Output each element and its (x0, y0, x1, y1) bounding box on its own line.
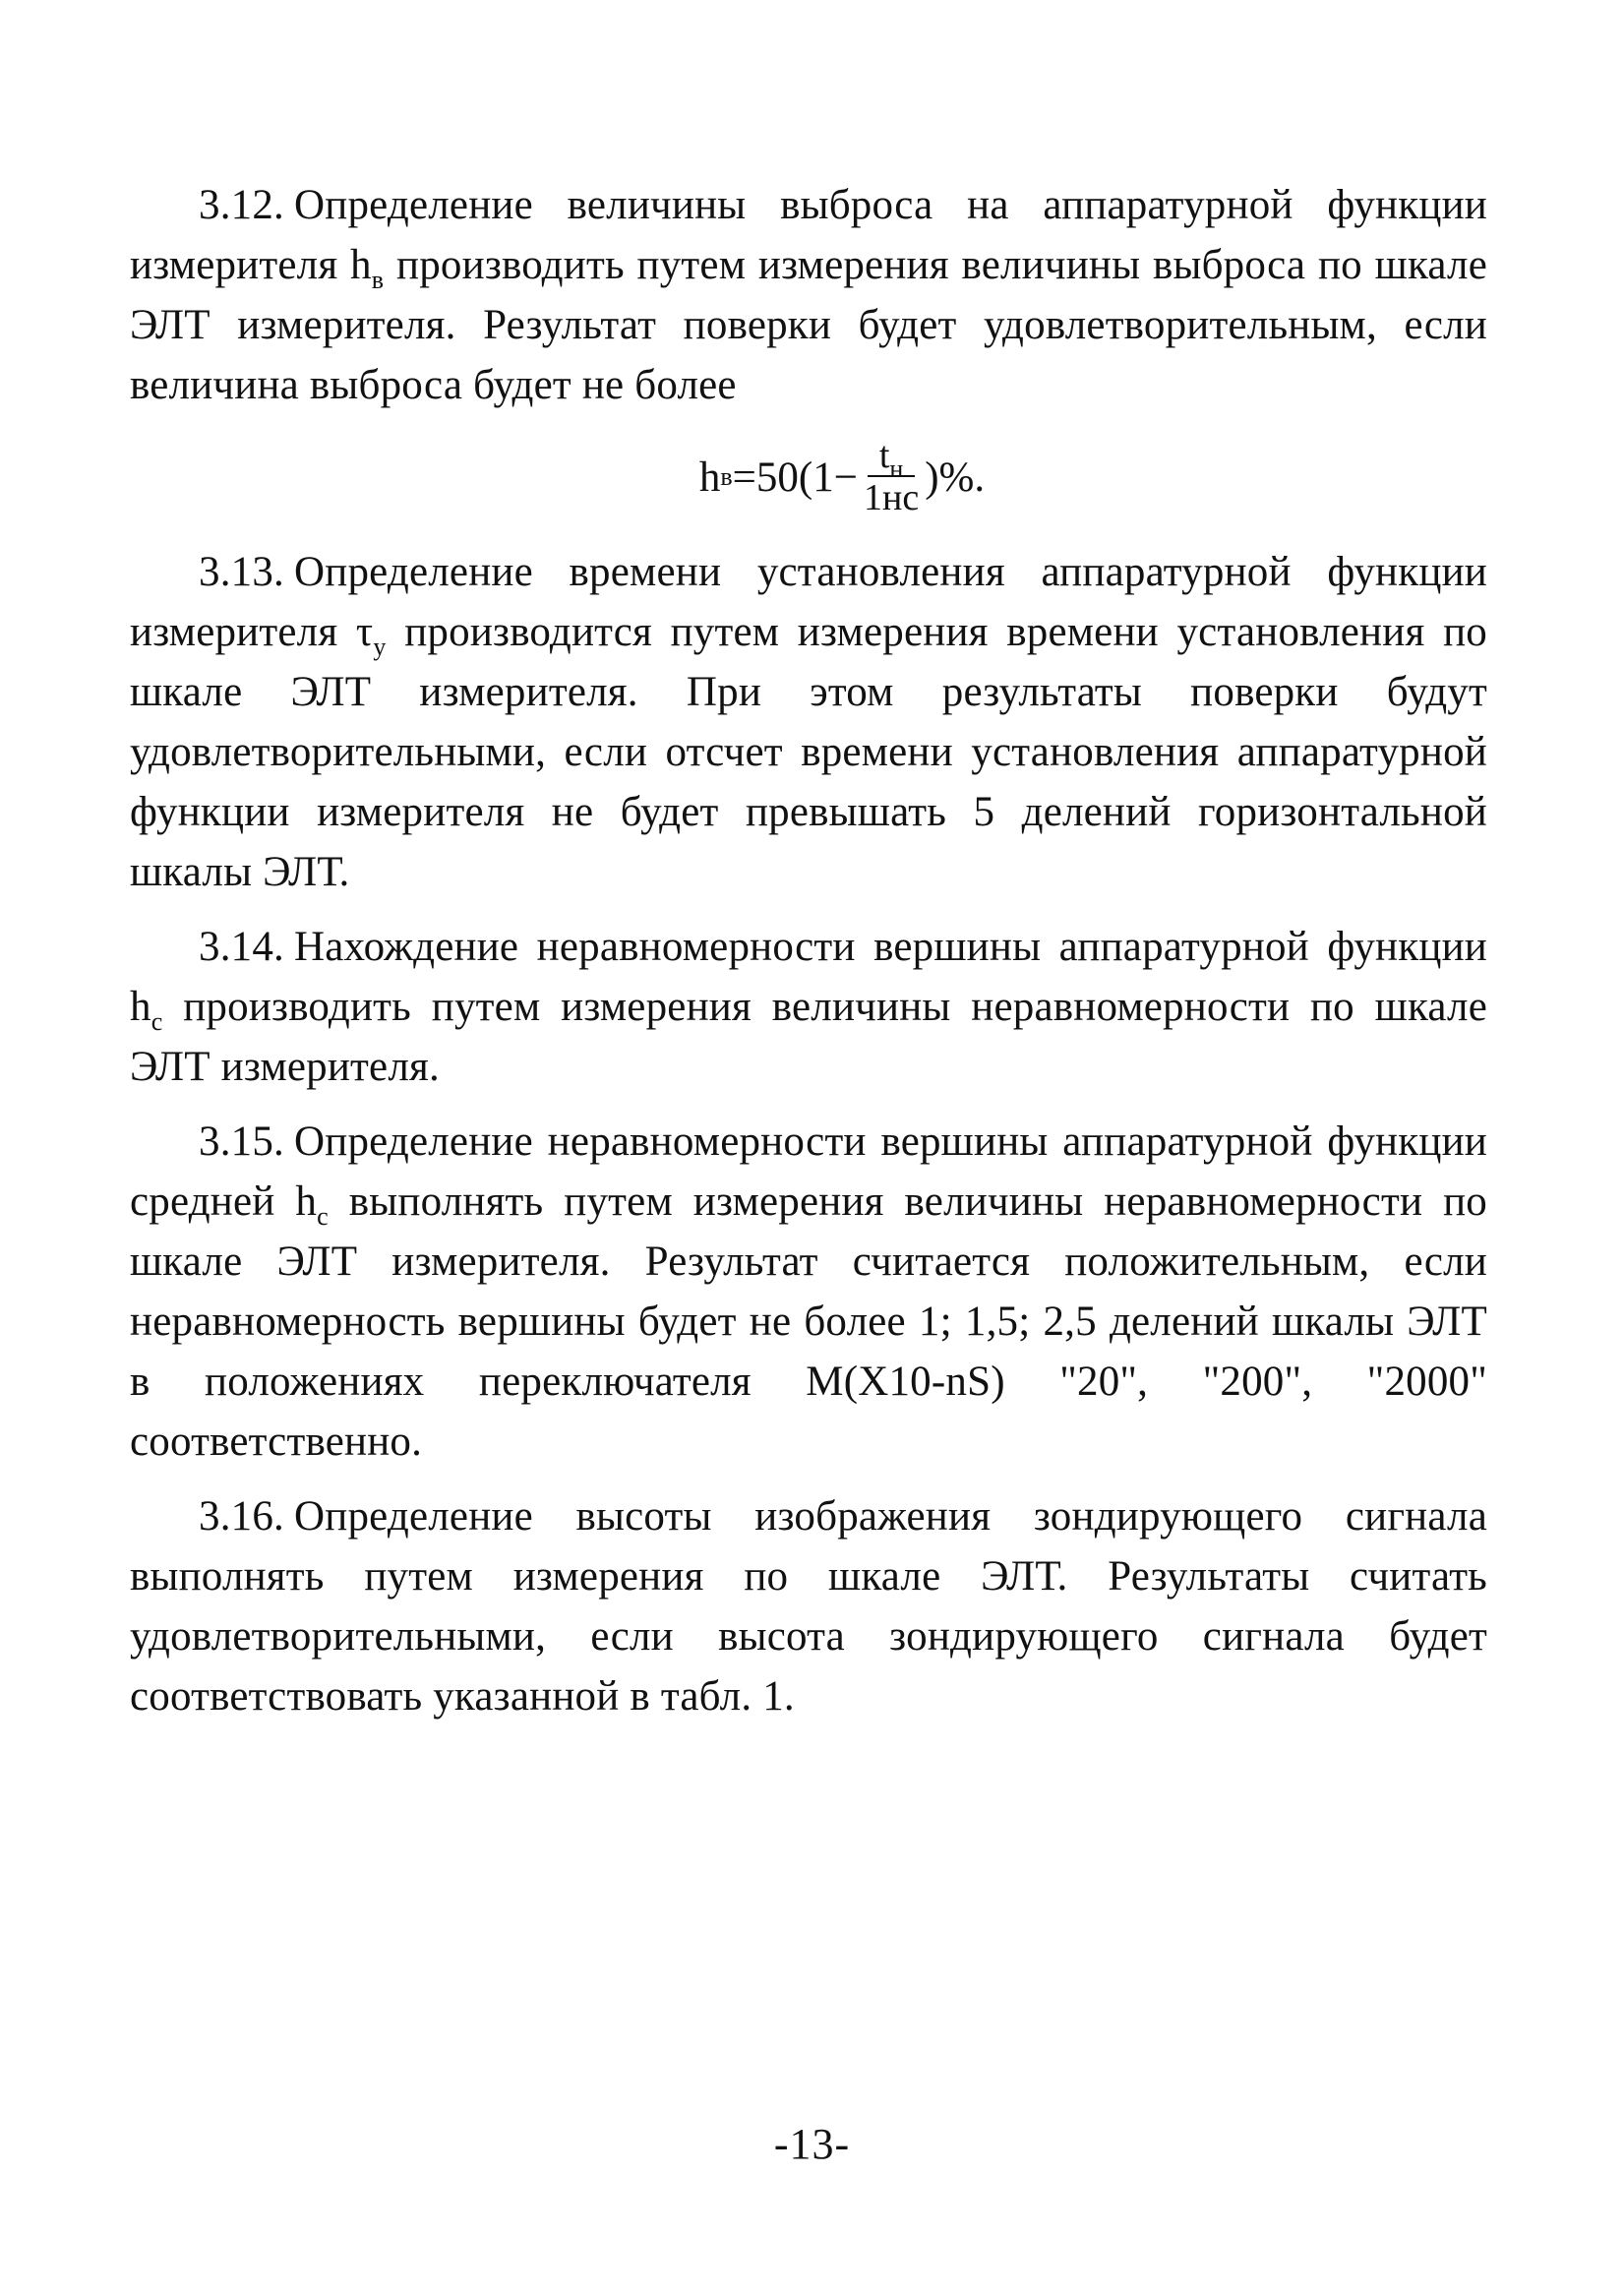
subscript: c (317, 1202, 329, 1231)
paragraph-text: Определение величины выброса на аппаратурной функции измерителя h (130, 182, 1487, 288)
paragraph-number: 3.13. (199, 549, 284, 595)
paragraph-text: производить путем измерения величины выброса по шкале ЭЛТ измерителя. Результат поверки будет удовлетворительным, если величина выброса будет не более (130, 242, 1487, 408)
page-number: -13- (773, 2120, 851, 2168)
paragraph-3-13 (130, 542, 1487, 902)
paragraph-number: 3.12. (199, 182, 284, 228)
fraction-denominator: 1нс (864, 477, 920, 518)
subscript: у (373, 633, 387, 661)
fraction-numerator (868, 435, 915, 483)
formula-fraction (864, 436, 919, 518)
paragraph-3-14 (130, 917, 1487, 1097)
numerator-subscript: н (889, 454, 904, 483)
paragraph-text: Определение неравномерности вершины аппаратурной функции средней h (130, 1118, 1487, 1225)
formula-expression: h в =50(1− $\frac{t_н}{1нс}$ )%. (698, 435, 986, 518)
formula-lhs: h (698, 453, 721, 501)
paragraph-3-12 (130, 175, 1487, 415)
paragraph-text: производится путем измерения времени установления по шкале ЭЛТ измерителя. При этом результаты поверки будут удовлетворительными, если отсчет времени установления аппаратурной функции измерителя не будет превышать 5 делений горизонтальной шкалы ЭЛТ. (130, 609, 1487, 895)
numerator-symbol: t (878, 435, 890, 476)
paragraph-3-15 (130, 1112, 1487, 1472)
page-body (130, 175, 1487, 1741)
paragraph-number: 3.14. (199, 924, 284, 970)
paragraph-text: Определение высоты изображения зондирующего сигнала выполнять путем измерения по шкале ЭЛТ. Результаты считать удовлетворительными, если высота зондирующего сигнала будет соответствовать указанной в табл. 1. (130, 1493, 1487, 1720)
formula-equals: =50(1− (732, 453, 858, 501)
paragraph-text: производить путем измерения величины неравномерности по шкале ЭЛТ измерителя. (130, 984, 1487, 1090)
paragraph-text: Определение времени установления аппаратурной функции измерителя τ (130, 549, 1487, 655)
formula-rhs: )%. (925, 453, 986, 501)
paragraph-number: 3.15. (199, 1118, 284, 1165)
paragraph-3-16 (130, 1486, 1487, 1726)
paragraph-text: выполнять путем измерения величины неравномерности по шкале ЭЛТ измерителя. Результат считается положительным, если неравномерность вершины будет не более 1; 1,5; 2,5 делений шкалы ЭЛТ в положениях переключателя M(X10-nS) "20", "200", "2000" соответственно. (130, 1178, 1487, 1465)
subscript: в (371, 266, 385, 294)
overshoot-formula (130, 430, 1487, 526)
paragraph-number: 3.16. (199, 1493, 284, 1540)
subscript: c (150, 1007, 163, 1036)
paragraph-text: Нахождение неравномерности вершины аппаратурной функции h (130, 924, 1487, 1030)
